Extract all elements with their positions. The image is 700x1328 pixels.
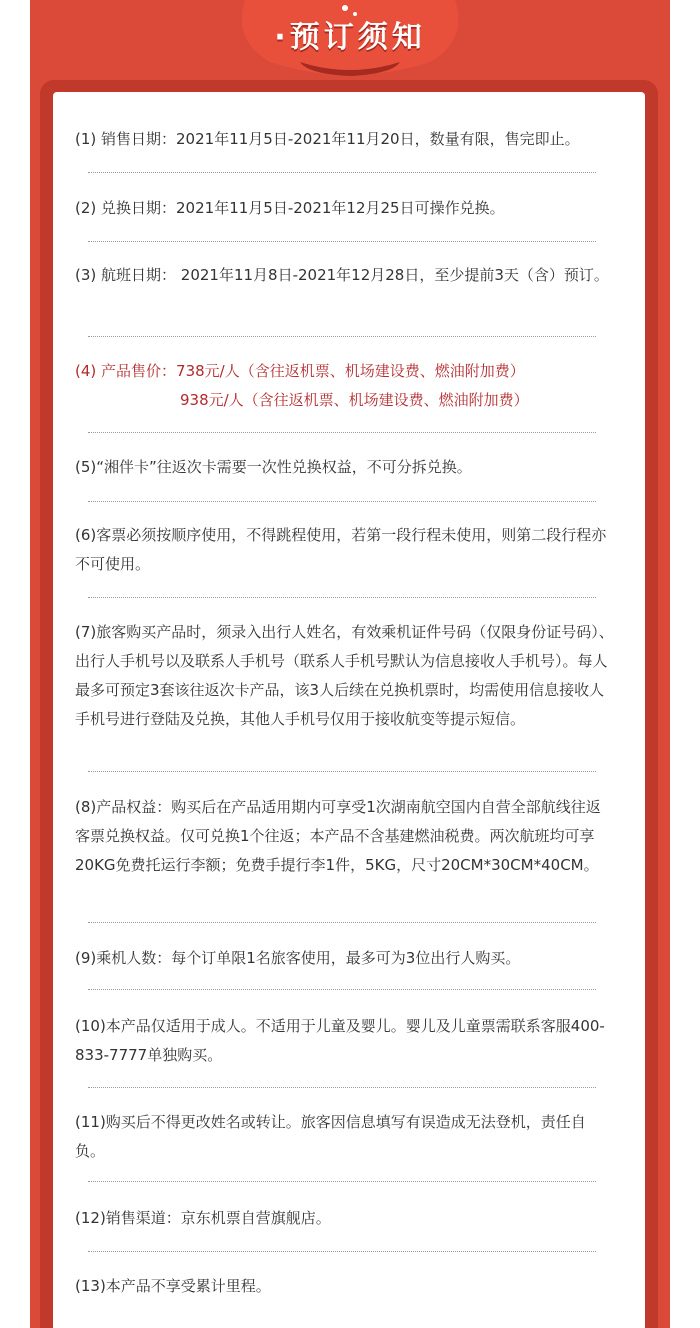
- price-value-1: 738元/人（含往返机票、机场建设费、燃油附加费）: [176, 362, 525, 380]
- price-label: (4) 产品售价：: [75, 362, 177, 380]
- separator: [88, 989, 596, 990]
- separator: [88, 1181, 596, 1182]
- separator: [88, 1251, 596, 1252]
- separator: [88, 172, 596, 173]
- notice-item-1: (1) 销售日期：2021年11月5日-2021年11月20日，数量有限，售完即止。: [75, 130, 580, 148]
- separator: [88, 1087, 596, 1088]
- notice-item-5: (5)“湘伴卡”往返次卡需要一次性兑换权益，不可分拆兑换。: [75, 458, 472, 476]
- price-row-2: [75, 386, 615, 415]
- section-header: [0, 0, 700, 80]
- notice-item-8: (8)产品权益：购买后在产品适用期内可享受1次湖南航空国内自营全部航线往返客票兑换权益。仅可兑换1个往返；本产品不含基建燃油税费。两次航班均可享20KG免费托运行李额；免费手提行李1件，5KG，尺寸20CM*30CM*40CM。: [75, 798, 601, 874]
- price-row-1: [75, 357, 615, 386]
- separator: [88, 922, 596, 923]
- separator: [88, 501, 596, 502]
- notice-item-10: (10)本产品仅适用于成人。不适用于儿童及婴儿。婴儿及儿童票需联系客服400-833-7777单独购买。: [75, 1017, 605, 1064]
- notice-item-4-price: [75, 357, 615, 415]
- notice-item-6: (6)客票必须按顺序使用，不得跳程使用，若第一段行程未使用，则第二段行程亦不可使用。: [75, 526, 607, 573]
- notice-item-7: (7)旅客购买产品时，须录入出行人姓名，有效乘机证件号码（仅限身份证号码）、出行人手机号以及联系人手机号（联系人手机号默认为信息接收人手机号）。每人最多可预定3套该往返次卡产品，该3人后续在兑换机票时，均需使用信息接收人手机号进行登陆及兑换，其他人手机号仅用于接收航变等提示短信。: [75, 623, 614, 728]
- separator: [88, 336, 596, 337]
- separator: [88, 597, 596, 598]
- notice-item-9: (9)乘机人数：每个订单限1名旅客使用，最多可为3位出行人购买。: [75, 949, 521, 967]
- separator: [88, 241, 596, 242]
- notice-item-3: (3) 航班日期： 2021年11月8日-2021年12月28日，至少提前3天（含）预订。: [75, 266, 609, 284]
- notice-item-12: (12)销售渠道：京东机票自营旗舰店。: [75, 1209, 331, 1227]
- separator: [88, 771, 596, 772]
- notice-item-13: (13)本产品不享受累计里程。: [75, 1277, 271, 1295]
- price-value-2: 938元/人（含往返机票、机场建设费、燃油附加费）: [180, 391, 529, 409]
- notice-item-11: (11)购买后不得更改姓名或转让。旅客因信息填写有误造成无法登机，责任自负。: [75, 1113, 586, 1160]
- notice-item-2: (2) 兑换日期：2021年11月5日-2021年12月25日可操作兑换。: [75, 199, 505, 217]
- separator: [88, 432, 596, 433]
- page-title: ·预订须知: [274, 20, 426, 55]
